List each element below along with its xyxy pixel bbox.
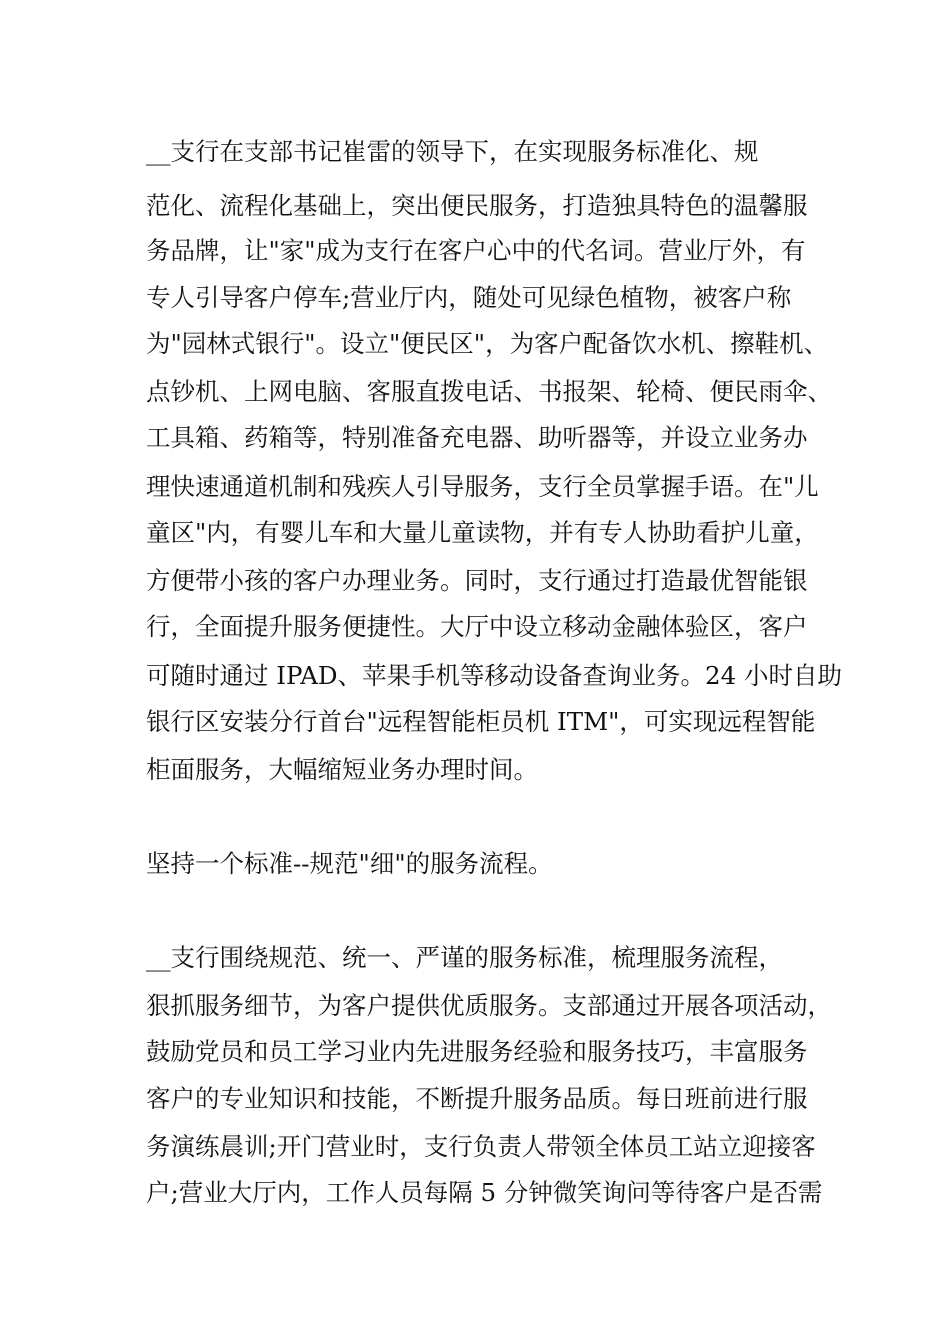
paragraph-2-line-3: 鼓励党员和员工学习业内先进服务经验和服务技巧，丰富服务 [146,1037,808,1066]
paragraph-1-line-7: 工具箱、药箱等，特别准备充电器、助听器等，并设立业务办 [146,423,808,452]
paragraph-1-line-10: 方便带小孩的客户办理业务。同时，支行通过打造最优智能银 [146,566,808,595]
paragraph-1-line-2: 范化、流程化基础上，突出便民服务，打造独具特色的温馨服 [146,191,808,220]
paragraph-1-line-3: 务品牌，让"家"成为支行在客户心中的代名词。营业厅外，有 [146,236,806,265]
paragraph-1-line-9: 童区"内，有婴儿车和大量儿童读物，并有专人协助看护儿童， [146,518,819,547]
paragraph-1-line-5: 为"园林式银行"。设立"便民区"，为客户配备饮水机、擦鞋机、 [146,329,829,358]
section-heading: 坚持一个标准--规范"细"的服务流程。 [146,849,553,878]
paragraph-2-line-5: 务演练晨训;开门营业时，支行负责人带领全体员工站立迎接客 [146,1132,816,1161]
paragraph-2-line-1: __支行围绕规范、统一、严谨的服务标准，梳理服务流程， [146,943,783,972]
paragraph-1-line-11: 行，全面提升服务便捷性。大厅中设立移动金融体验区，客户 [146,612,808,641]
paragraph-2-line-6: 户;营业大厅内，工作人员每隔 5 分钟微笑询问等待客户是否需 [146,1178,823,1207]
paragraph-2-line-4: 客户的专业知识和技能，不断提升服务品质。每日班前进行服 [146,1084,808,1113]
paragraph-1-line-13: 银行区安装分行首台"远程智能柜员机 ITM"，可实现远程智能 [146,707,816,736]
paragraph-1-line-4: 专人引导客户停车;营业厅内，随处可见绿色植物，被客户称 [146,283,792,312]
paragraph-1-line-6: 点钞机、上网电脑、客服直拨电话、书报架、轮椅、便民雨伞、 [146,377,832,406]
paragraph-1-line-1: __支行在支部书记崔雷的领导下，在实现服务标准化、规 [146,137,759,166]
paragraph-1-line-12: 可随时通过 IPAD、苹果手机等移动设备查询业务。24 小时自助 [146,661,842,690]
paragraph-1-line-8: 理快速通道机制和残疾人引导服务，支行全员掌握手语。在"儿 [146,472,819,501]
paragraph-2-line-2: 狠抓服务细节，为客户提供优质服务。支部通过开展各项活动， [146,991,832,1020]
paragraph-1-line-14: 柜面服务，大幅缩短业务办理时间。 [146,755,538,784]
